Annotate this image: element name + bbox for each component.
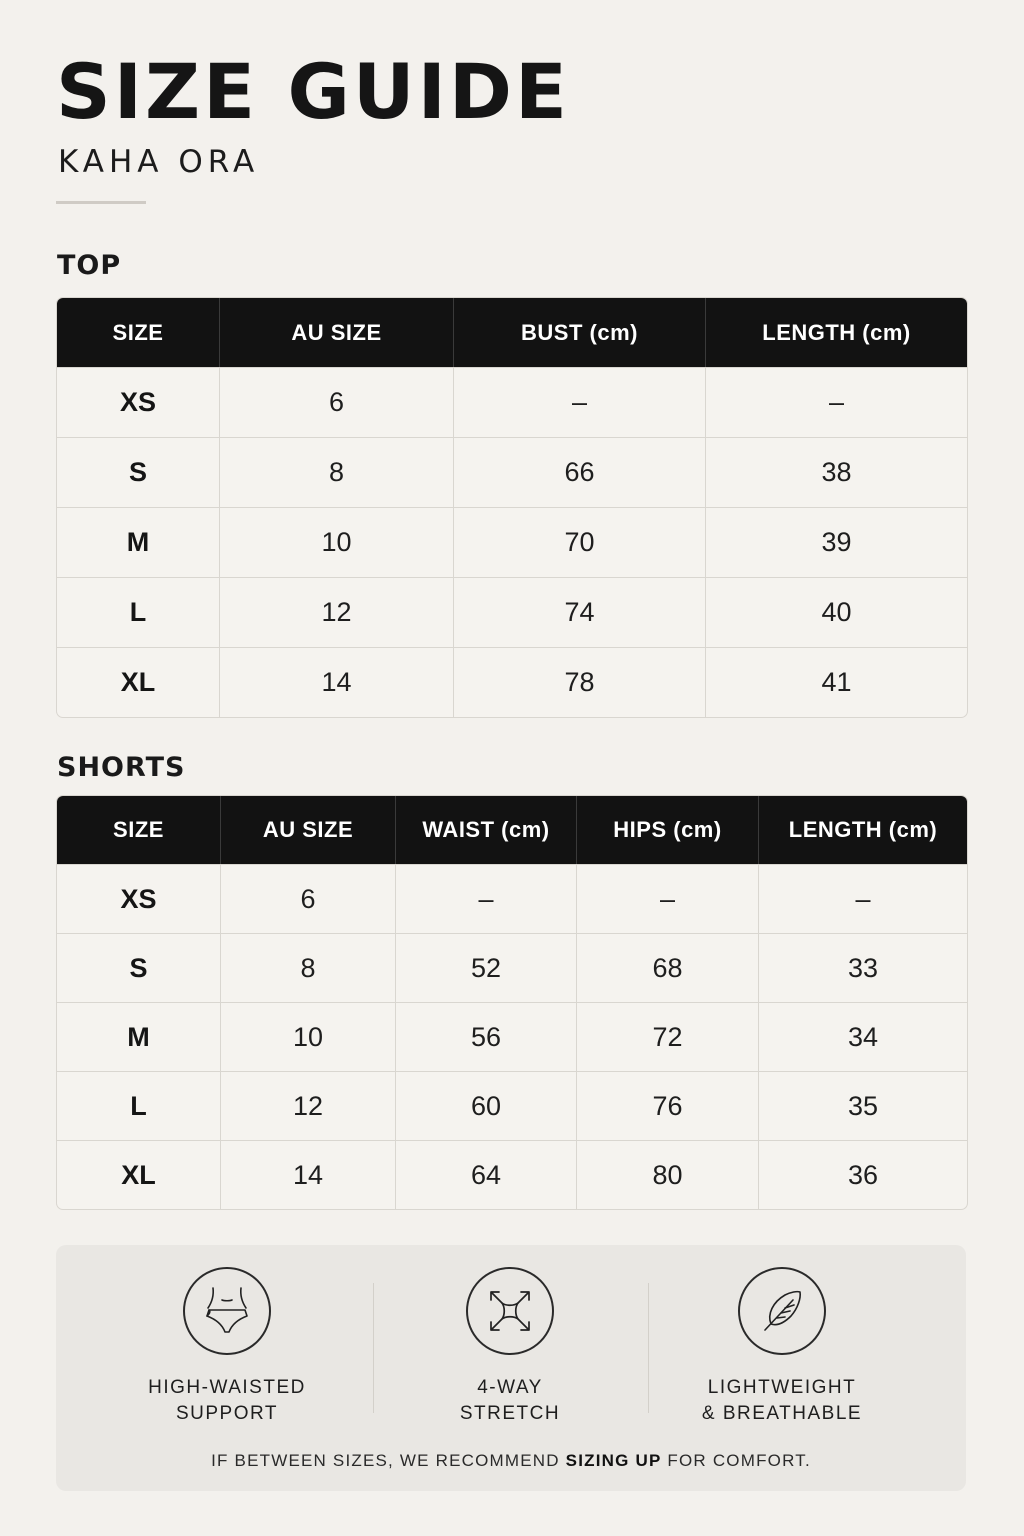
size-cell: XL [57,1140,221,1209]
length-cell: 35 [759,1071,967,1140]
table-header-row [57,298,967,367]
au-size-cell: 6 [221,864,396,933]
sizing-note-text: IF BETWEEN SIZES, WE RECOMMEND [211,1451,566,1470]
hips-cell: – [577,864,759,933]
table-row [57,1002,967,1071]
column-header: AU SIZE [221,796,396,864]
four-way-arrows-icon [466,1267,554,1355]
length-cell: 36 [759,1140,967,1209]
hips-cell: 72 [577,1002,759,1071]
length-cell: 33 [759,933,967,1002]
length-cell: 38 [706,437,967,507]
hips-cell: 80 [577,1140,759,1209]
au-size-cell: 8 [220,437,454,507]
table-row [57,437,967,507]
column-header: WAIST (cm) [396,796,577,864]
bust-cell: 78 [454,647,706,717]
au-size-cell: 12 [221,1071,396,1140]
au-size-cell: 10 [220,507,454,577]
au-size-cell: 6 [220,367,454,437]
table-row [57,647,967,717]
waist-cell: 56 [396,1002,577,1071]
table-row [57,864,967,933]
column-header: LENGTH (cm) [759,796,967,864]
hips-cell: 76 [577,1071,759,1140]
feature-lightweight-breathable [652,1267,912,1427]
brand-name: KAHA ORA [58,144,260,180]
table-row [57,507,967,577]
feather-icon [738,1267,826,1355]
bust-cell: 66 [454,437,706,507]
au-size-cell: 14 [220,647,454,717]
table-row [57,367,967,437]
length-cell: 40 [706,577,967,647]
size-cell: L [57,1071,221,1140]
size-cell: M [57,507,220,577]
page-title: SIZE GUIDE [56,47,570,136]
feature-label: LIGHTWEIGHT & BREATHABLE [701,1377,863,1424]
size-cell: S [57,437,220,507]
size-cell: XS [57,367,220,437]
size-cell: XS [57,864,221,933]
length-cell: – [759,864,967,933]
column-header: LENGTH (cm) [706,298,967,367]
top-section-title: TOP [57,250,122,281]
column-header: SIZE [57,298,220,367]
column-header: AU SIZE [220,298,454,367]
waist-cell: 52 [396,933,577,1002]
feature-high-waisted-support [97,1267,357,1427]
length-cell: 34 [759,1002,967,1071]
au-size-cell: 14 [221,1140,396,1209]
feature-label: 4-WAY STRETCH [459,1377,561,1424]
top-size-table [56,297,968,718]
column-header: HIPS (cm) [577,796,759,864]
feature-divider [373,1283,374,1413]
sizing-note-text: FOR COMFORT. [661,1451,811,1470]
au-size-cell: 8 [221,933,396,1002]
column-header: BUST (cm) [454,298,706,367]
size-cell: M [57,1002,221,1071]
table-row [57,577,967,647]
features-panel [56,1245,966,1491]
size-cell: L [57,577,220,647]
shorts-section-title: SHORTS [57,752,186,783]
size-cell: S [57,933,221,1002]
length-cell: 41 [706,647,967,717]
shorts-size-table [56,795,968,1210]
length-cell: 39 [706,507,967,577]
column-header: SIZE [57,796,221,864]
sizing-note-emphasis: SIZING UP [565,1451,662,1470]
bust-cell: – [454,367,706,437]
bust-cell: 74 [454,577,706,647]
waist-cell: 60 [396,1071,577,1140]
sizing-note [56,1451,966,1471]
feature-divider [648,1283,649,1413]
table-row [57,1071,967,1140]
au-size-cell: 10 [221,1002,396,1071]
feature-4-way-stretch [380,1267,640,1427]
au-size-cell: 12 [220,577,454,647]
high-waisted-briefs-icon [183,1267,271,1355]
bust-cell: 70 [454,507,706,577]
table-row [57,933,967,1002]
table-row [57,1140,967,1209]
feature-label: HIGH-WAISTED SUPPORT [148,1377,306,1424]
title-divider [56,201,146,204]
length-cell: – [706,367,967,437]
table-header-row [57,796,967,864]
waist-cell: 64 [396,1140,577,1209]
hips-cell: 68 [577,933,759,1002]
waist-cell: – [396,864,577,933]
size-cell: XL [57,647,220,717]
